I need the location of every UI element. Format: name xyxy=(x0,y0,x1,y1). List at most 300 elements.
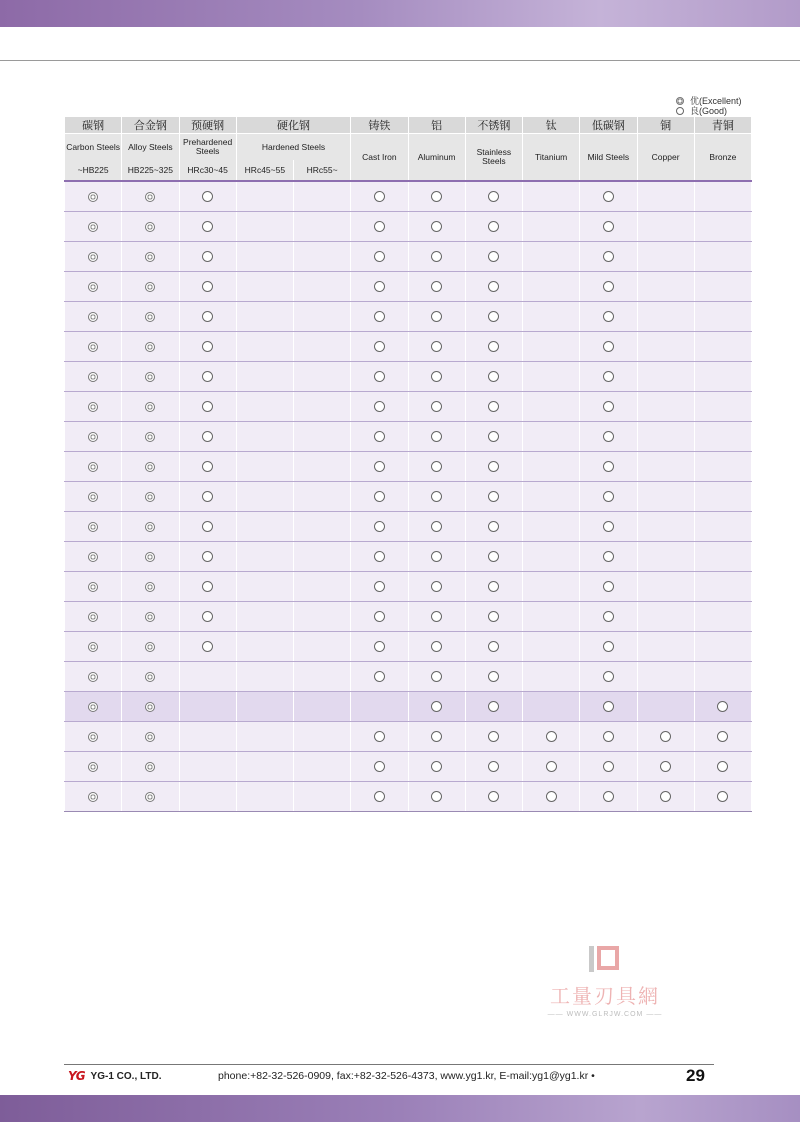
table-cell xyxy=(465,452,522,482)
col-cn-stainless: 不锈钢 xyxy=(465,117,522,134)
table-cell xyxy=(351,512,408,542)
good-mark-icon xyxy=(202,431,213,442)
col-hardness-hardened-2: HRc55~ xyxy=(294,160,351,181)
table-cell xyxy=(637,662,694,692)
table-cell xyxy=(694,512,751,542)
excellent-mark-icon xyxy=(145,372,155,382)
table-cell xyxy=(65,512,122,542)
table-cell xyxy=(236,362,293,392)
table-cell xyxy=(65,392,122,422)
table-cell xyxy=(465,392,522,422)
table-cell xyxy=(465,722,522,752)
brand-logo-icon: YG xyxy=(68,1069,85,1083)
good-mark-icon xyxy=(603,221,614,232)
table-cell xyxy=(523,302,580,332)
table-cell xyxy=(179,752,236,782)
table-cell xyxy=(694,181,751,212)
table-cell xyxy=(65,362,122,392)
table-cell xyxy=(523,632,580,662)
table-cell xyxy=(408,302,465,332)
good-mark-icon xyxy=(202,341,213,352)
good-mark-icon xyxy=(603,731,614,742)
good-mark-icon xyxy=(603,371,614,382)
excellent-mark-icon xyxy=(145,582,155,592)
table-cell xyxy=(694,692,751,722)
table-cell xyxy=(351,752,408,782)
table-cell xyxy=(122,572,179,602)
good-mark-icon xyxy=(488,341,499,352)
table-cell xyxy=(65,422,122,452)
table-row xyxy=(65,362,752,392)
table-cell xyxy=(580,752,637,782)
table-row xyxy=(65,332,752,362)
excellent-mark-icon xyxy=(88,762,98,772)
good-mark-icon xyxy=(603,641,614,652)
table-cell xyxy=(694,722,751,752)
table-cell xyxy=(65,782,122,812)
table-cell xyxy=(351,692,408,722)
table-cell xyxy=(294,782,351,812)
good-mark-icon xyxy=(603,491,614,502)
table-cell xyxy=(580,302,637,332)
table-cell xyxy=(351,362,408,392)
col-cn-titanium: 钛 xyxy=(523,117,580,134)
table-cell xyxy=(294,272,351,302)
table-cell xyxy=(122,332,179,362)
page-number: 29 xyxy=(686,1066,705,1085)
col-en-prehardened: Prehardened Steels xyxy=(179,134,236,161)
table-cell xyxy=(65,722,122,752)
excellent-mark-icon xyxy=(88,702,98,712)
table-cell xyxy=(523,332,580,362)
table-cell xyxy=(179,572,236,602)
good-mark-icon xyxy=(546,731,557,742)
table-cell xyxy=(580,512,637,542)
table-cell xyxy=(294,512,351,542)
table-cell xyxy=(465,542,522,572)
table-row xyxy=(65,212,752,242)
table-row xyxy=(65,722,752,752)
excellent-mark-icon xyxy=(88,222,98,232)
table-cell xyxy=(694,662,751,692)
good-mark-icon xyxy=(431,311,442,322)
good-mark-icon xyxy=(202,401,213,412)
good-mark-icon xyxy=(202,221,213,232)
good-mark-icon xyxy=(202,191,213,202)
good-mark-icon xyxy=(431,401,442,412)
table-cell xyxy=(236,542,293,572)
table-cell xyxy=(294,572,351,602)
table-cell xyxy=(236,272,293,302)
col-cn-copper: 铜 xyxy=(637,117,694,134)
good-mark-icon xyxy=(374,221,385,232)
table-cell xyxy=(465,692,522,722)
good-mark-icon xyxy=(374,311,385,322)
table-cell xyxy=(465,422,522,452)
good-mark-icon xyxy=(374,581,385,592)
table-cell xyxy=(294,632,351,662)
table-cell xyxy=(637,482,694,512)
excellent-mark-icon xyxy=(145,252,155,262)
table-cell xyxy=(580,242,637,272)
table-cell xyxy=(122,272,179,302)
table-cell xyxy=(236,181,293,212)
table-row xyxy=(65,692,752,722)
excellent-mark-icon xyxy=(88,582,98,592)
good-mark-icon xyxy=(202,641,213,652)
table-cell xyxy=(637,452,694,482)
table-cell xyxy=(351,632,408,662)
table-cell xyxy=(65,662,122,692)
col-cn-carbon: 碳钢 xyxy=(65,117,122,134)
table-cell xyxy=(351,181,408,212)
table-cell xyxy=(236,302,293,332)
table-cell xyxy=(523,392,580,422)
table-cell xyxy=(294,662,351,692)
table-cell xyxy=(408,332,465,362)
good-mark-icon xyxy=(660,731,671,742)
table-cell xyxy=(294,212,351,242)
good-mark-icon xyxy=(374,641,385,652)
table-cell xyxy=(294,602,351,632)
table-row xyxy=(65,512,752,542)
table-cell xyxy=(523,662,580,692)
table-row xyxy=(65,752,752,782)
excellent-mark-icon xyxy=(88,372,98,382)
excellent-mark-icon xyxy=(145,642,155,652)
good-mark-icon xyxy=(660,791,671,802)
table-cell xyxy=(236,752,293,782)
table-cell xyxy=(580,782,637,812)
table-cell xyxy=(351,722,408,752)
good-mark-icon xyxy=(603,401,614,412)
excellent-mark-icon xyxy=(145,552,155,562)
table-cell xyxy=(294,752,351,782)
excellent-mark-icon xyxy=(88,282,98,292)
good-mark-icon xyxy=(488,581,499,592)
good-mark-icon xyxy=(603,311,614,322)
table-cell xyxy=(122,452,179,482)
table-cell xyxy=(408,572,465,602)
table-cell xyxy=(236,482,293,512)
excellent-mark-icon xyxy=(145,282,155,292)
good-mark-icon xyxy=(431,581,442,592)
excellent-mark-icon xyxy=(145,672,155,682)
table-cell xyxy=(694,392,751,422)
table-cell xyxy=(122,602,179,632)
table-cell xyxy=(351,782,408,812)
excellent-mark-icon xyxy=(88,192,98,202)
table-cell xyxy=(580,662,637,692)
table-cell xyxy=(465,272,522,302)
good-mark-icon xyxy=(431,611,442,622)
table-cell xyxy=(179,212,236,242)
table-cell xyxy=(408,181,465,212)
excellent-mark-icon xyxy=(676,97,684,105)
table-cell xyxy=(408,212,465,242)
excellent-mark-icon xyxy=(145,462,155,472)
table-cell xyxy=(351,242,408,272)
table-row xyxy=(65,662,752,692)
table-cell xyxy=(694,302,751,332)
table-cell xyxy=(351,392,408,422)
good-mark-icon xyxy=(603,281,614,292)
table-cell xyxy=(122,482,179,512)
table-cell xyxy=(179,422,236,452)
table-cell xyxy=(523,272,580,302)
table-cell xyxy=(179,722,236,752)
good-mark-icon xyxy=(431,431,442,442)
table-cell xyxy=(236,332,293,362)
table-cell xyxy=(122,302,179,332)
good-mark-icon xyxy=(488,251,499,262)
table-cell xyxy=(122,242,179,272)
table-cell xyxy=(580,181,637,212)
table-cell xyxy=(65,452,122,482)
good-mark-icon xyxy=(488,761,499,772)
table-cell xyxy=(637,362,694,392)
table-cell xyxy=(294,422,351,452)
table-cell xyxy=(179,602,236,632)
good-mark-icon xyxy=(202,251,213,262)
good-mark-icon xyxy=(603,791,614,802)
good-mark-icon xyxy=(374,461,385,472)
good-mark-icon xyxy=(603,461,614,472)
table-cell xyxy=(694,332,751,362)
table-cell xyxy=(351,662,408,692)
table-cell xyxy=(694,752,751,782)
table-cell xyxy=(523,722,580,752)
good-mark-icon xyxy=(660,761,671,772)
good-mark-icon xyxy=(603,611,614,622)
col-hardness-alloy: HB225~325 xyxy=(122,160,179,181)
watermark xyxy=(520,944,690,1018)
table-cell xyxy=(179,362,236,392)
col-en-copper: Copper xyxy=(637,134,694,182)
good-mark-icon xyxy=(374,251,385,262)
col-en-titanium: Titanium xyxy=(523,134,580,182)
good-mark-icon xyxy=(603,341,614,352)
table-cell xyxy=(637,782,694,812)
table-cell xyxy=(236,422,293,452)
col-hardness-hardened-1: HRc45~55 xyxy=(236,160,293,181)
table-cell xyxy=(179,482,236,512)
table-cell xyxy=(694,242,751,272)
table-cell xyxy=(637,572,694,602)
table-cell xyxy=(294,452,351,482)
legend-excellent xyxy=(676,96,742,106)
table-cell xyxy=(580,722,637,752)
excellent-mark-icon xyxy=(145,732,155,742)
table-cell xyxy=(294,302,351,332)
good-mark-icon xyxy=(488,461,499,472)
table-row xyxy=(65,392,752,422)
table-cell xyxy=(637,392,694,422)
good-mark-icon xyxy=(488,701,499,712)
good-mark-icon xyxy=(717,791,728,802)
legend-good xyxy=(676,106,742,116)
col-cn-aluminum: 铝 xyxy=(408,117,465,134)
table-row xyxy=(65,602,752,632)
table-cell xyxy=(465,602,522,632)
table-cell xyxy=(236,782,293,812)
excellent-mark-icon xyxy=(88,342,98,352)
table-cell xyxy=(408,242,465,272)
table-row xyxy=(65,302,752,332)
table-row xyxy=(65,272,752,302)
table-cell xyxy=(408,452,465,482)
good-mark-icon xyxy=(374,191,385,202)
table-cell xyxy=(294,181,351,212)
table-cell xyxy=(122,752,179,782)
table-cell xyxy=(408,512,465,542)
good-mark-icon xyxy=(374,791,385,802)
table-cell xyxy=(294,242,351,272)
excellent-mark-icon xyxy=(145,492,155,502)
col-en-bronze: Bronze xyxy=(694,134,751,182)
table-cell xyxy=(523,572,580,602)
table-row xyxy=(65,782,752,812)
table-cell xyxy=(465,662,522,692)
table-cell xyxy=(408,272,465,302)
good-mark-icon xyxy=(374,521,385,532)
good-mark-icon xyxy=(202,461,213,472)
good-mark-icon xyxy=(488,221,499,232)
col-en-carbon: Carbon Steels xyxy=(65,134,122,161)
good-mark-icon xyxy=(374,761,385,772)
excellent-mark-icon xyxy=(145,312,155,322)
header-rule xyxy=(0,60,800,61)
table-cell xyxy=(523,452,580,482)
good-mark-icon xyxy=(488,401,499,412)
good-mark-icon xyxy=(488,791,499,802)
table-cell xyxy=(122,692,179,722)
table-cell xyxy=(65,212,122,242)
table-cell xyxy=(408,632,465,662)
table-row xyxy=(65,181,752,212)
good-mark-icon xyxy=(202,551,213,562)
good-mark-icon xyxy=(374,731,385,742)
table-cell xyxy=(179,542,236,572)
good-mark-icon xyxy=(603,521,614,532)
table-cell xyxy=(65,542,122,572)
table-cell xyxy=(236,212,293,242)
good-mark-icon xyxy=(431,281,442,292)
table-cell xyxy=(351,302,408,332)
table-cell xyxy=(465,512,522,542)
table-cell xyxy=(236,722,293,752)
table-cell xyxy=(351,602,408,632)
table-cell xyxy=(236,392,293,422)
table-cell xyxy=(351,542,408,572)
table-cell xyxy=(236,602,293,632)
table-cell xyxy=(65,632,122,662)
table-cell xyxy=(122,362,179,392)
table-cell xyxy=(351,482,408,512)
table-cell xyxy=(408,542,465,572)
table-cell xyxy=(580,602,637,632)
table-cell xyxy=(465,752,522,782)
table-row xyxy=(65,542,752,572)
table-cell xyxy=(580,332,637,362)
table-cell xyxy=(523,181,580,212)
table-cell xyxy=(351,452,408,482)
legend-good-label: 良(Good) xyxy=(690,105,728,116)
good-mark-icon xyxy=(488,431,499,442)
material-suitability-table xyxy=(64,117,752,812)
table-cell xyxy=(694,212,751,242)
good-mark-icon xyxy=(431,371,442,382)
table-cell xyxy=(408,692,465,722)
excellent-mark-icon xyxy=(145,702,155,712)
table-cell xyxy=(408,602,465,632)
table-cell xyxy=(179,302,236,332)
table-cell xyxy=(122,722,179,752)
table-cell xyxy=(236,572,293,602)
table-cell xyxy=(408,782,465,812)
table-cell xyxy=(65,272,122,302)
table-cell xyxy=(179,242,236,272)
table-cell xyxy=(65,692,122,722)
table-cell xyxy=(523,482,580,512)
good-mark-icon xyxy=(603,191,614,202)
table-cell xyxy=(122,632,179,662)
table-cell xyxy=(65,332,122,362)
table-cell xyxy=(465,242,522,272)
table-cell xyxy=(694,632,751,662)
table-cell xyxy=(523,692,580,722)
good-mark-icon xyxy=(202,611,213,622)
good-mark-icon xyxy=(374,401,385,412)
good-mark-icon xyxy=(488,281,499,292)
table-cell xyxy=(65,242,122,272)
table-cell xyxy=(351,332,408,362)
good-mark-icon xyxy=(202,491,213,502)
good-mark-icon xyxy=(431,761,442,772)
table-cell xyxy=(179,662,236,692)
good-mark-icon xyxy=(431,791,442,802)
table-row xyxy=(65,482,752,512)
table-cell xyxy=(179,181,236,212)
excellent-mark-icon xyxy=(88,432,98,442)
col-en-alloy: Alloy Steels xyxy=(122,134,179,161)
table-cell xyxy=(351,212,408,242)
table-cell xyxy=(637,542,694,572)
table-cell xyxy=(694,422,751,452)
good-mark-icon xyxy=(488,371,499,382)
good-mark-icon xyxy=(202,371,213,382)
table-cell xyxy=(122,212,179,242)
excellent-mark-icon xyxy=(88,672,98,682)
table-cell xyxy=(294,692,351,722)
good-mark-icon xyxy=(603,551,614,562)
table-cell xyxy=(694,572,751,602)
excellent-mark-icon xyxy=(88,642,98,652)
good-mark-icon xyxy=(717,701,728,712)
good-mark-icon xyxy=(603,761,614,772)
table-cell xyxy=(408,662,465,692)
excellent-mark-icon xyxy=(145,792,155,802)
good-mark-icon xyxy=(431,641,442,652)
table-cell xyxy=(122,422,179,452)
good-mark-icon xyxy=(488,611,499,622)
col-cn-cast-iron: 铸铁 xyxy=(351,117,408,134)
table-cell xyxy=(637,422,694,452)
table-cell xyxy=(465,181,522,212)
legend xyxy=(676,96,742,116)
table-cell xyxy=(465,632,522,662)
col-en-aluminum: Aluminum xyxy=(408,134,465,182)
